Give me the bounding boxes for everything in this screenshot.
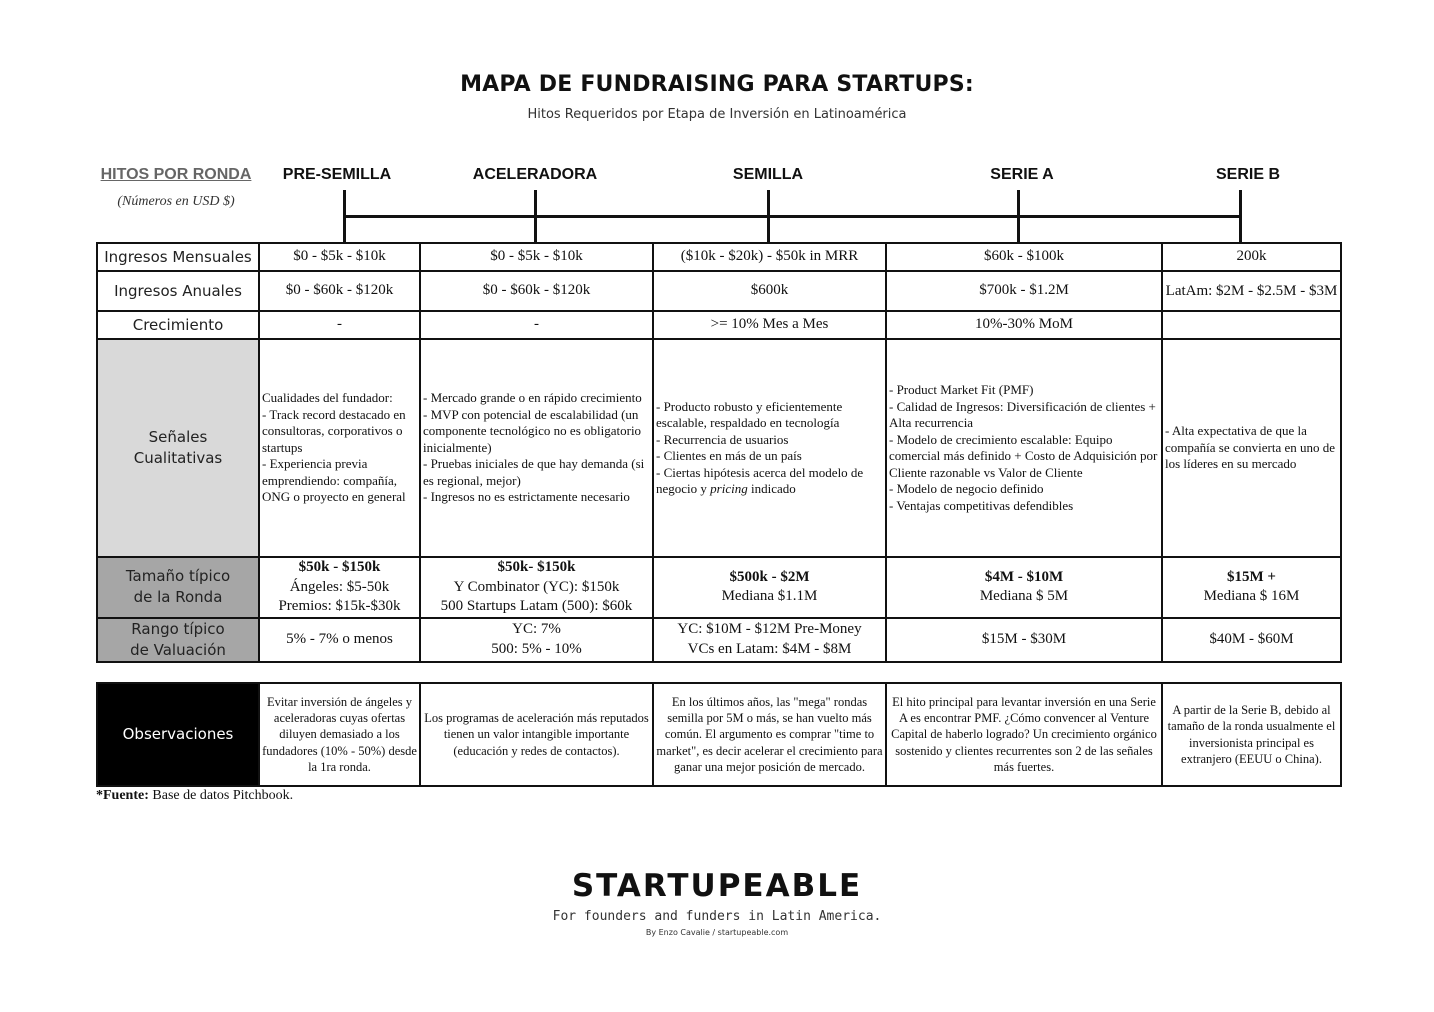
timeline-line <box>344 215 1242 218</box>
source-label: *Fuente: <box>96 788 149 803</box>
cell-line: VCs en Latam: $4M - $8M <box>687 640 852 657</box>
table-cell <box>1162 557 1341 618</box>
row-valuacion <box>97 618 1341 662</box>
source-text: Base de datos Pitchbook. <box>148 788 294 803</box>
cell-line: - Clientes en más de un país <box>656 448 802 463</box>
table-cell: $0 - $5k - $10k <box>259 243 420 271</box>
row-tamano-ronda <box>97 557 1341 618</box>
cell-line: $15M + <box>1227 568 1276 585</box>
cell-line: - Mercado grande o en rápido crecimiento <box>423 390 642 406</box>
row-senales-cualitativas <box>97 339 1341 557</box>
table-cell: $15M - $30M <box>886 618 1162 662</box>
timeline-tick <box>343 190 346 242</box>
hitos-units-note: (Números en USD $) <box>117 194 235 209</box>
cell-line: - Experiencia previa emprendiendo: compañía, ONG o proyecto en general <box>262 456 406 505</box>
row-label <box>97 339 259 557</box>
cell-text: indicado <box>747 481 796 496</box>
table-cell: 5% - 7% o menos <box>259 618 420 662</box>
cell-line: - MVP con potencial de escalabilidad (un componente tecnológico no es obligatorio inicialmente) <box>423 406 642 455</box>
cell-line: $4M - $10M <box>984 568 1064 585</box>
milestones-table <box>96 242 1342 663</box>
brand-tagline: For founders and funders in Latin America. <box>552 909 882 924</box>
row-label <box>97 557 259 618</box>
row-crecimiento <box>97 311 1341 339</box>
cell-line: 500 Startups Latam (500): $60k <box>440 598 633 614</box>
table-cell <box>653 339 886 557</box>
cell-line: - Calidad de Ingresos: Diversificación de clientes + Alta recurrencia <box>889 398 1156 430</box>
timeline-tick <box>1239 190 1242 242</box>
stage-pre-semilla: PRE-SEMILLA <box>282 166 392 183</box>
cell-line: - Modelo de crecimiento escalable: Equipo comercial más definido + Costo de Adquisición por Cliente razonable vs Valor de Cliente <box>889 431 1158 480</box>
table-cell: LatAm: $2M - $2.5M - $3M <box>1162 271 1341 311</box>
table-cell <box>259 339 420 557</box>
stage-semilla: SEMILLA <box>732 166 804 183</box>
cell-line: - Product Market Fit (PMF) <box>889 382 1034 397</box>
table-cell: A partir de la Serie B, debido al tamaño de la ronda usualmente el inversionista principal es extranjero (EEUU o China). <box>1162 683 1341 786</box>
cell-line: $50k - $150k <box>298 559 381 575</box>
row-label-line: de la Ronda <box>133 588 223 607</box>
brand-credit: By Enzo Cavalie / startupeable.com <box>645 928 789 937</box>
page-subtitle: Hitos Requeridos por Etapa de Inversión en Latinoamérica <box>527 107 907 122</box>
table-cell: ($10k - $20k) - $50k in MRR <box>653 243 886 271</box>
table-cell <box>259 557 420 618</box>
table-cell: - <box>420 311 653 339</box>
cell-line: $500k - $2M <box>729 568 810 585</box>
table-cell <box>420 339 653 557</box>
cell-text: - Ciertas hipótesis acerca del modelo de negocio y <box>656 464 864 496</box>
cell-line: - Ingresos no es estrictamente necesario <box>423 489 630 505</box>
cell-line: YC: 7% <box>512 621 561 637</box>
brand-logo: STARTUPEABLE <box>571 868 863 904</box>
table-cell: $0 - $60k - $120k <box>259 271 420 311</box>
cell-line: - Track record destacado en consultoras, corporativos o startups <box>262 406 406 455</box>
row-label: Ingresos Anuales <box>97 271 259 311</box>
table-cell: 10%-30% MoM <box>886 311 1162 339</box>
table-cell: $600k <box>653 271 886 311</box>
row-label-line: Cualitativas <box>133 449 223 467</box>
table-cell: $40M - $60M <box>1162 618 1341 662</box>
table-cell: 200k <box>1162 243 1341 271</box>
table-cell: El hito principal para levantar inversión en una Serie A es encontrar PMF. ¿Cómo convencer al Venture Capital de haberlo logrado? Un crecimiento orgánico sostenido y clientes recurrentes son 2 de las señales más fuertes. <box>886 683 1162 786</box>
table-cell: - <box>259 311 420 339</box>
table-cell: $0 - $60k - $120k <box>420 271 653 311</box>
cell-line: Mediana $1.1M <box>721 588 818 605</box>
cell-line: $50k- $150k <box>497 559 576 575</box>
row-observaciones <box>97 683 1341 786</box>
hitos-label: HITOS POR RONDA <box>100 166 252 183</box>
table-cell: Los programas de aceleración más reputados tienen un valor intangible importante (educación y redes de contactos). <box>420 683 653 786</box>
table-cell <box>1162 339 1341 557</box>
cell-line: Mediana $ 5M <box>979 588 1069 605</box>
table-cell: En los últimos años, las "mega" rondas semilla por 5M o más, se han vuelto más común. El argumento es comprar "time to market", es decir acelerar el crecimiento para ganar una mejor posición de mercado. <box>653 683 886 786</box>
cell-line: YC: $10M - $12M Pre-Money <box>677 621 862 637</box>
timeline-tick <box>767 190 770 242</box>
cell-line: Mediana $ 16M <box>1203 588 1300 605</box>
table-cell <box>1162 311 1341 339</box>
stage-aceleradora: ACELERADORA <box>472 166 598 183</box>
table-cell <box>886 557 1162 618</box>
source-note <box>96 788 293 804</box>
cell-line: Y Combinator (YC): $150k <box>453 578 620 595</box>
cell-line <box>656 465 883 498</box>
cell-line: - Ventajas competitivas defendibles <box>889 497 1074 513</box>
stage-serie-b: SERIE B <box>1215 166 1281 183</box>
cell-line: 500: 5% - 10% <box>491 640 582 657</box>
table-cell <box>653 618 886 662</box>
row-label-line: Rango típico <box>131 619 225 638</box>
table-cell: $700k - $1.2M <box>886 271 1162 311</box>
observaciones-table <box>96 682 1342 787</box>
row-label-line: Señales <box>148 428 208 446</box>
cell-line: - Producto robusto y eficientemente escalable, respaldado en tecnología <box>656 398 843 430</box>
cell-line: Premios: $15k-$30k <box>278 598 401 614</box>
row-label: Observaciones <box>97 683 259 786</box>
row-label <box>97 618 259 662</box>
stage-serie-a: SERIE A <box>990 166 1054 183</box>
cell-line: - Modelo de negocio definido <box>889 481 1044 496</box>
row-label-line: Tamaño típico <box>125 567 231 586</box>
table-cell <box>653 557 886 618</box>
table-cell: Evitar inversión de ángeles y aceleradoras cuyas ofertas diluyen demasiado a los fundadores (10% - 50%) desde la 1ra ronda. <box>259 683 420 786</box>
row-label: Crecimiento <box>97 311 259 339</box>
page-title: MAPA DE FUNDRAISING PARA STARTUPS: <box>460 72 974 97</box>
timeline-tick <box>534 190 537 242</box>
table-cell: $60k - $100k <box>886 243 1162 271</box>
table-cell: >= 10% Mes a Mes <box>653 311 886 339</box>
cell-text-italic: pricing <box>710 481 748 496</box>
table-cell <box>886 339 1162 557</box>
table-cell <box>420 557 653 618</box>
cell-line: - Recurrencia de usuarios <box>656 431 789 447</box>
row-ingresos-mensuales <box>97 243 1341 271</box>
row-ingresos-anuales <box>97 271 1341 311</box>
cell-line: Ángeles: $5-50k <box>289 578 390 595</box>
cell-line: Cualidades del fundador: <box>262 390 393 406</box>
table-cell <box>420 618 653 662</box>
timeline-tick <box>1017 190 1020 242</box>
row-label: Ingresos Mensuales <box>97 243 259 271</box>
cell-line: - Pruebas iniciales de que hay demanda (si es regional, mejor) <box>423 456 645 488</box>
row-label-line: de Valuación <box>130 640 226 659</box>
table-cell: $0 - $5k - $10k <box>420 243 653 271</box>
cell-line: - Alta expectativa de que la compañía se convierta en uno de los líderes en su mercado <box>1165 423 1336 472</box>
